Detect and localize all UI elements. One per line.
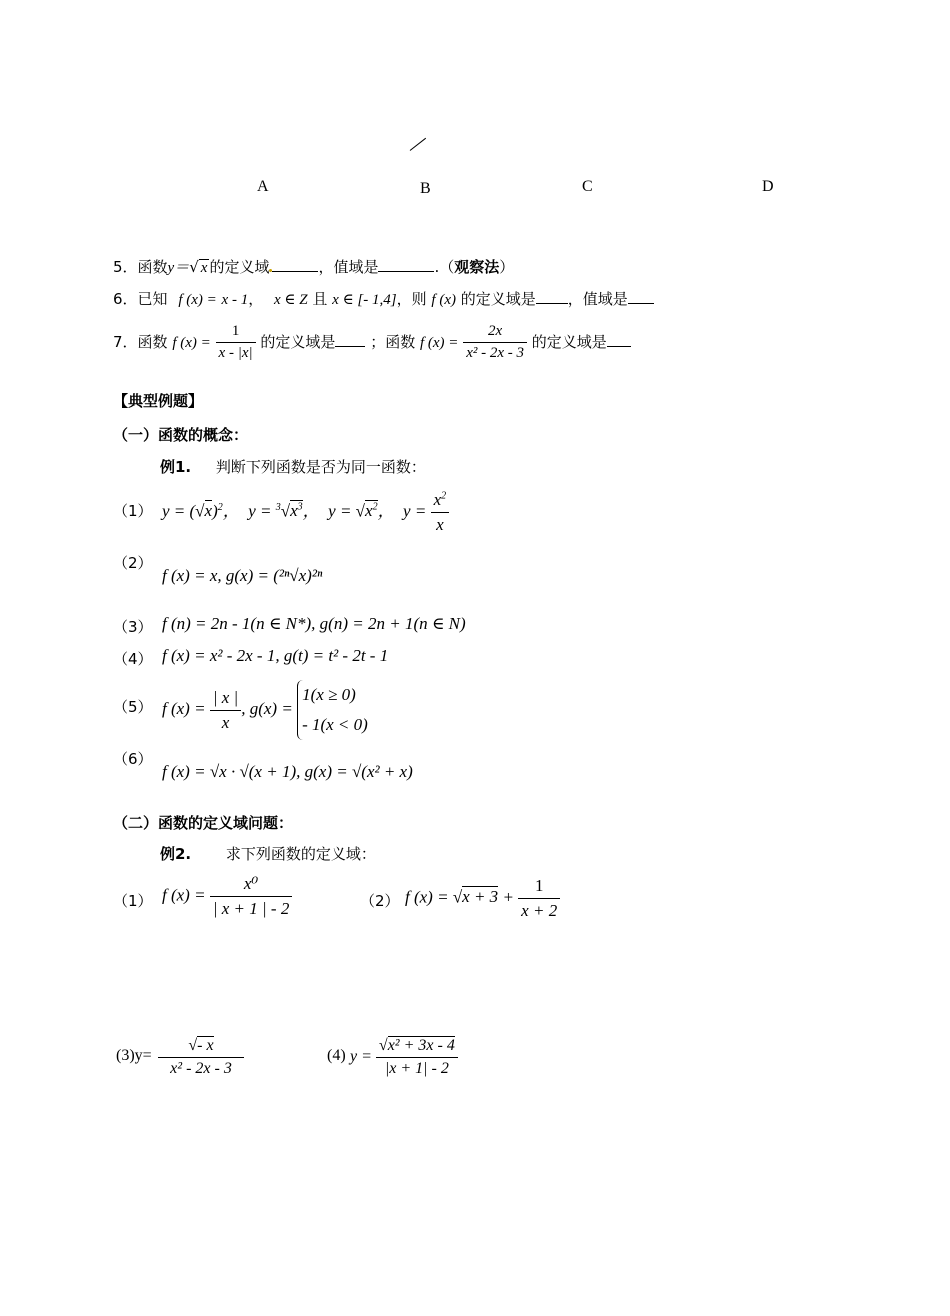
- ex2-q4-num: x² + 3x - 4: [387, 1037, 455, 1054]
- item-5-expr: [162, 680, 368, 740]
- example-1: [160, 456, 426, 477]
- q5-prefix: 5．函数: [113, 258, 168, 276]
- q6-and: 且: [312, 290, 328, 308]
- ex2-q2-label: （2）: [360, 892, 400, 910]
- item-6-expr: f (x) = √x · √(x + 1), g(x) = √(x² + x): [162, 762, 413, 781]
- q5-suffix: 的定义域: [209, 258, 270, 276]
- q7-fx: f (x) =: [172, 335, 211, 351]
- ex2-q1-num: x⁰: [243, 874, 259, 893]
- q7-fraction-2: [463, 323, 527, 362]
- example-1-label: 例1.: [160, 458, 192, 476]
- ex2-q4-fraction: $\frac{\text{√x² + 3x - 4}}{|x + 1| - 2}$: [376, 1037, 458, 1078]
- ex2-q3-label: (3)y=: [116, 1047, 152, 1064]
- item-5-num: | x |: [212, 687, 239, 707]
- example-2-label: 例2.: [160, 845, 192, 863]
- item-6-label: （6）: [113, 750, 153, 768]
- ex2-q1-expr: [162, 874, 292, 919]
- q7-num2: 2x: [488, 323, 503, 339]
- part1-title: （一）函数的概念：: [113, 426, 249, 444]
- example-2-text: 求下列函数的定义域：: [225, 845, 376, 863]
- ex2-q4-den: |x + 1| - 2: [376, 1057, 458, 1078]
- ex2-q3-den: x² - 2x - 3: [158, 1057, 244, 1078]
- q6-fx2: f (x): [431, 292, 456, 308]
- q7-num1: 1: [231, 323, 240, 339]
- option-d: D: [762, 178, 774, 195]
- ex2-q2-expr: f (x) = √x + 3 + $\frac{1}{x + 2}$: [405, 876, 560, 921]
- ex2-q3-fraction: $\frac{√- x}{\text{x² - 2x - 3}}$: [158, 1037, 244, 1078]
- ex2-q4-label: (4): [327, 1047, 346, 1064]
- example-1-text: 判断下列函数是否为同一函数：: [215, 458, 426, 476]
- stray-line-mark: [410, 138, 426, 151]
- q6-cond2: x ∈ [- 1,4]: [332, 292, 397, 308]
- ex2-q4-expr: [350, 1037, 458, 1078]
- question-6: 6．已知 f (x) = x - 1， x ∈ Z 且 x ∈ [- 1,4]，则 f (x) 的定义域是 ，值域是: [113, 288, 654, 309]
- ex2-q2-plus: +: [502, 887, 514, 907]
- q6-blank-domain[interactable]: [536, 289, 568, 304]
- q6-fx: f (x) =: [178, 292, 217, 308]
- q5-blank-range[interactable]: [378, 257, 434, 272]
- ex2-q3-num: - x: [197, 1037, 214, 1054]
- item-4-expr: f (x) = x² - 2x - 1, g(t) = t² - 2t - 1: [162, 646, 389, 665]
- option-c: C: [582, 178, 593, 195]
- q7-suffix2: 的定义域是: [531, 333, 607, 351]
- q6-expr: x - 1: [221, 292, 249, 308]
- q7-semi: ；函数: [370, 333, 416, 351]
- option-a: A: [257, 178, 269, 195]
- ex2-q1-label: （1）: [113, 892, 153, 910]
- example-2: [160, 843, 376, 864]
- q5-blank-domain[interactable]: [272, 257, 318, 272]
- q7-den1: x - |x|: [216, 342, 256, 362]
- q6-mid: ，值域是: [567, 290, 628, 308]
- item-5-fraction: [210, 688, 241, 733]
- q5-sqrt: √ x: [189, 258, 208, 276]
- option-b: B: [420, 180, 431, 197]
- q7-prefix: 7．函数: [113, 333, 168, 351]
- question-7: [113, 323, 631, 362]
- item-5-den: x: [210, 710, 241, 733]
- q7-suffix1: 的定义域是: [260, 333, 336, 351]
- ex2-q2-num: 1: [534, 876, 544, 895]
- item-2-expr: f (x) = x, g(x) = (²ⁿ√x)²ⁿ: [162, 566, 323, 585]
- q5-method: 观察法: [454, 258, 500, 276]
- q6-prefix: 6．已知: [113, 290, 168, 308]
- part2-title: （二）函数的定义域问题：: [113, 814, 294, 832]
- q5-close: ）: [499, 258, 515, 276]
- ex2-q2-fraction: [518, 876, 560, 921]
- q6-blank-range[interactable]: [628, 289, 654, 304]
- q7-fraction-1: [216, 323, 256, 362]
- item-5-case2: - 1(x < 0): [302, 715, 368, 734]
- q5-func: y＝: [167, 260, 190, 276]
- q7-blank-2[interactable]: [607, 332, 631, 347]
- item-3-expr: f (n) = 2n - 1(n ∈ N*), g(n) = 2n + 1(n ∈ N): [162, 614, 466, 633]
- ex2-q2-den: x + 2: [518, 898, 560, 921]
- q5-radicand: x: [200, 260, 208, 276]
- q7-den2: x² - 2x - 3: [463, 342, 527, 362]
- q5-mid: ，值域是: [318, 258, 379, 276]
- item-4-label: （4）: [113, 650, 153, 668]
- ex2-q4-lhs: y =: [350, 1048, 372, 1066]
- item-5-cases: [297, 680, 368, 740]
- q6-suffix: 的定义域是: [460, 290, 536, 308]
- item-5-case1: 1(x ≥ 0): [302, 685, 356, 704]
- ex2-q1-den: | x + 1 | - 2: [210, 896, 293, 919]
- item-1-expr: $y = (√x)^2$， $y = ^3√x^3$， $y = √x^2$， y = $\frac{x^2}{x}$: [162, 490, 449, 535]
- section-title: 【典型例题】: [113, 392, 204, 410]
- item-1-label: （1）: [113, 502, 153, 520]
- q6-cond1: x ∈ Z: [273, 292, 308, 308]
- item-5-label: （5）: [113, 698, 153, 716]
- ex2-q1-lhs: f (x) =: [162, 885, 206, 905]
- item-5-rhs: , g(x) =: [241, 698, 293, 718]
- q6-then: ，则: [396, 290, 427, 308]
- ex2-q1-fraction: [210, 874, 293, 919]
- ex2-q2-root: x + 3: [462, 887, 499, 907]
- q7-blank-1[interactable]: [335, 332, 365, 347]
- ex2-q2-lhs: f (x) =: [405, 887, 449, 907]
- item-5-lhs: f (x) =: [162, 698, 206, 718]
- item-2-label: （2）: [113, 554, 153, 572]
- item-3-label: （3）: [113, 618, 153, 636]
- question-5: [113, 256, 514, 277]
- q7-fx2: f (x) =: [419, 335, 459, 351]
- q5-end: .（: [434, 258, 455, 276]
